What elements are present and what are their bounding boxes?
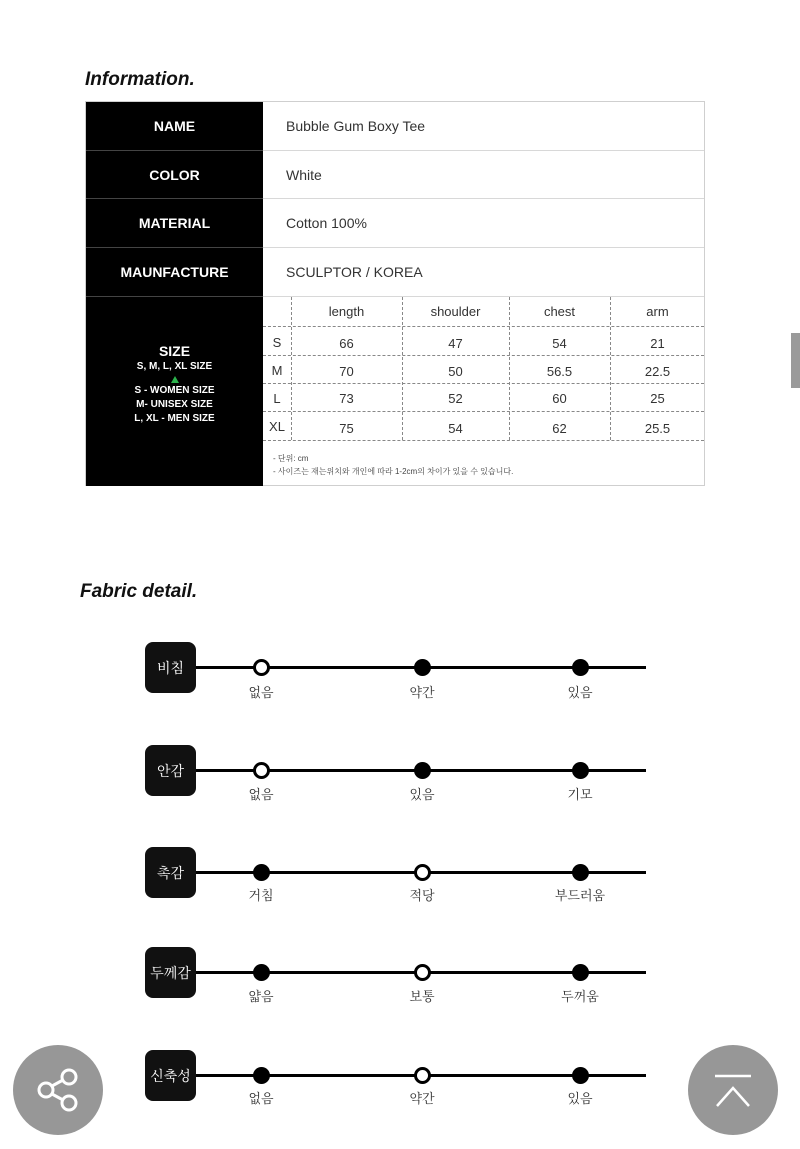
option-label: 얇음 — [248, 989, 274, 1004]
fabric-detail-title: Fabric detail. — [80, 581, 198, 602]
option-dot — [572, 659, 589, 676]
table-cell: 22.5 — [644, 364, 671, 379]
share-icon — [33, 1065, 83, 1115]
option-label: 기모 — [567, 787, 593, 802]
table-cell: 56.5 — [546, 364, 573, 379]
fabric-row-lining — [0, 745, 800, 815]
information-title: Information. — [85, 69, 195, 90]
table-cell: 21 — [650, 336, 665, 351]
scroll-top-icon — [711, 1068, 755, 1112]
option-dot-selected — [414, 964, 431, 981]
women-size-note: S - WOMEN SIZE — [134, 385, 215, 396]
option-dot-selected — [253, 762, 270, 779]
table-cell: 25 — [650, 391, 665, 406]
measurement-note: - 사이즈는 재는위치와 개인에 따라 1-2cm의 차이가 있을 수 있습니다. — [273, 467, 514, 476]
side-scroll-tab[interactable] — [791, 333, 800, 388]
option-dot — [414, 659, 431, 676]
option-dot — [253, 1067, 270, 1084]
name-value: Bubble Gum Boxy Tee — [263, 102, 704, 151]
table-cell: 66 — [339, 336, 354, 351]
option-dot-selected — [414, 1067, 431, 1084]
option-dot — [572, 964, 589, 981]
share-button[interactable] — [13, 1045, 103, 1135]
material-label: MATERIAL — [86, 199, 263, 248]
scroll-top-button[interactable] — [688, 1045, 778, 1135]
information-table — [85, 101, 705, 486]
header-chest: chest — [543, 304, 576, 319]
size-label: SIZE — [158, 343, 191, 359]
color-label: COLOR — [86, 151, 263, 199]
table-cell: 54 — [552, 336, 567, 351]
fabric-badge: 비침 — [145, 642, 196, 693]
size-l: L — [273, 391, 281, 406]
table-cell: 73 — [339, 391, 354, 406]
table-cell: 62 — [552, 421, 567, 436]
triangle-up-icon — [171, 376, 179, 383]
option-label: 보통 — [409, 989, 435, 1004]
size-xl: XL — [269, 419, 285, 434]
option-label: 있음 — [567, 1091, 593, 1106]
manufacture-value: SCULPTOR / KOREA — [263, 248, 704, 297]
option-label: 있음 — [409, 787, 435, 802]
name-label: NAME — [86, 102, 263, 151]
table-cell: 25.5 — [644, 421, 671, 436]
option-label: 없음 — [248, 1091, 274, 1106]
option-label: 없음 — [248, 685, 274, 700]
table-cell: 52 — [448, 391, 463, 406]
fabric-row-thickness — [0, 947, 800, 1017]
color-value: White — [263, 151, 704, 199]
unit-note: - 단위: cm — [273, 454, 309, 463]
fabric-row-touch — [0, 847, 800, 917]
option-label: 있음 — [567, 685, 593, 700]
fabric-badge: 촉감 — [145, 847, 196, 898]
manufacture-label: MAUNFACTURE — [86, 248, 263, 297]
option-dot — [572, 864, 589, 881]
table-cell: 47 — [448, 336, 463, 351]
option-label: 두꺼움 — [561, 989, 599, 1004]
table-cell: 75 — [339, 421, 354, 436]
fabric-row-see-through — [0, 642, 800, 712]
option-dot — [253, 864, 270, 881]
option-label: 부드러움 — [554, 888, 606, 903]
table-cell: 54 — [448, 421, 463, 436]
fabric-badge: 안감 — [145, 745, 196, 796]
option-dot — [572, 1067, 589, 1084]
option-label: 적당 — [409, 888, 435, 903]
header-length: length — [328, 304, 365, 319]
size-m: M — [271, 363, 283, 378]
option-dot-selected — [253, 659, 270, 676]
men-size-note: L, XL - MEN SIZE — [134, 413, 215, 424]
fabric-row-stretch — [0, 1050, 800, 1120]
size-range: S, M, L, XL SIZE — [136, 361, 213, 372]
option-dot — [572, 762, 589, 779]
option-label: 약간 — [409, 685, 435, 700]
table-cell: 70 — [339, 364, 354, 379]
table-cell: 60 — [552, 391, 567, 406]
header-shoulder: shoulder — [430, 304, 481, 319]
option-dot — [253, 964, 270, 981]
material-value: Cotton 100% — [263, 199, 704, 248]
size-label-block — [86, 297, 263, 486]
fabric-badge: 신축성 — [145, 1050, 196, 1101]
header-arm: arm — [646, 304, 669, 319]
unisex-size-note: M- UNISEX SIZE — [136, 399, 213, 410]
fabric-badge: 두께감 — [145, 947, 196, 998]
option-label: 약간 — [409, 1091, 435, 1106]
option-dot-selected — [414, 864, 431, 881]
option-dot — [414, 762, 431, 779]
size-table — [263, 297, 704, 486]
table-cell: 50 — [448, 364, 463, 379]
option-label: 없음 — [248, 787, 274, 802]
option-label: 거침 — [248, 888, 274, 903]
size-s: S — [272, 335, 282, 350]
